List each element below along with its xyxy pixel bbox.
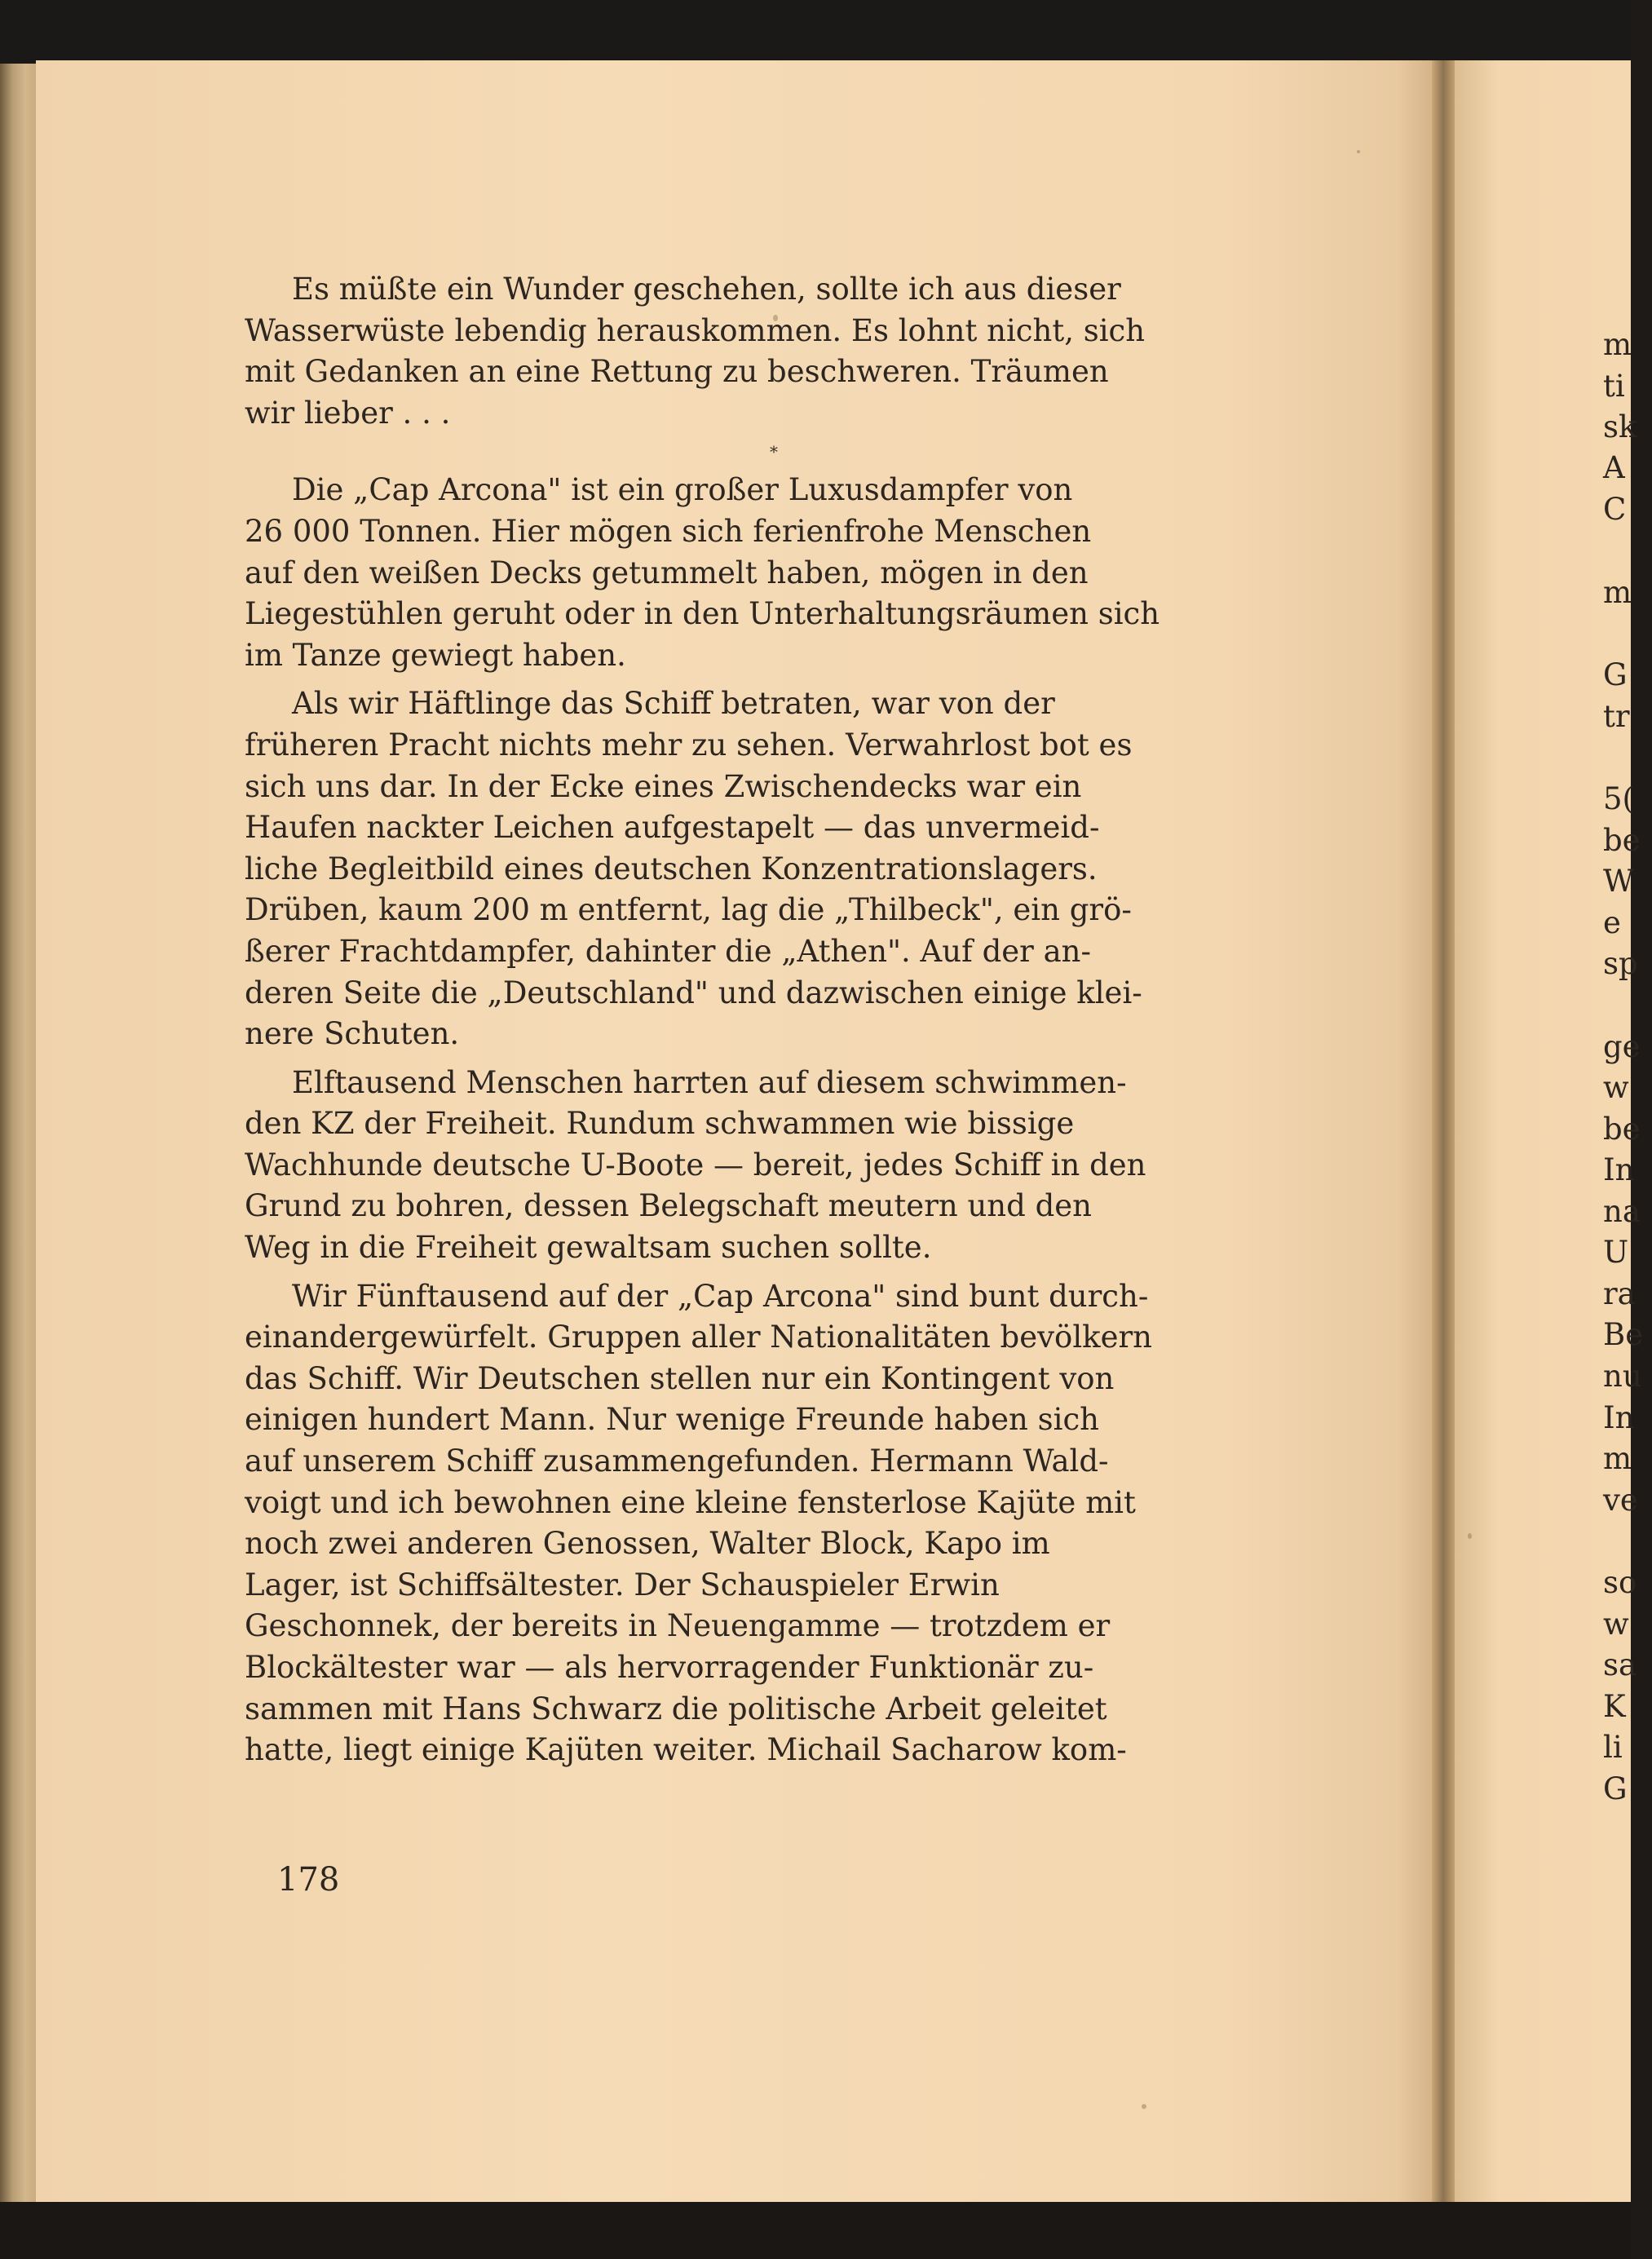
text-line: auf unserem Schiff zusammengefunden. Hermann Wald- (245, 1443, 1109, 1479)
right-fragment: tr (1603, 699, 1630, 734)
text-line: Wachhunde deutsche U-Boote — bereit, jedes Schiff in den (245, 1147, 1146, 1183)
right-fragment: be (1603, 1112, 1641, 1147)
text-line: hatte, liegt einige Kajüten weiter. Michail Sacharow kom- (245, 1732, 1127, 1768)
text-line: Die „Cap Arcona" ist ein großer Luxusdampfer von (292, 472, 1073, 508)
right-fragment: na (1603, 1194, 1641, 1229)
text-line: liche Begleitbild eines deutschen Konzentrationslagers. (245, 851, 1098, 886)
paragraph (245, 683, 1256, 1054)
page-number: 178 (277, 1861, 340, 1899)
text-line: Wasserwüste lebendig herauskommen. Es lohnt nicht, sich (245, 312, 1146, 348)
right-fragment: m (1603, 575, 1632, 610)
text-line: das Schiff. Wir Deutschen stellen nur ein Kontingent von (245, 1360, 1115, 1396)
right-fragment: be (1603, 823, 1641, 858)
right-fragment: nu (1603, 1359, 1642, 1394)
text-line: im Tanze gewiegt haben. (245, 637, 626, 673)
paragraph (245, 470, 1256, 676)
paper-speck (1468, 1533, 1472, 1539)
paragraph (245, 269, 1256, 434)
right-fragment: In (1603, 1400, 1635, 1435)
body-text (245, 269, 1256, 1771)
text-line: Es müßte ein Wunder geschehen, sollte ich aus dieser (292, 272, 1121, 307)
paragraph (245, 1276, 1256, 1771)
right-fragment: W (1603, 864, 1635, 899)
section-separator: * (770, 442, 780, 462)
text-line: Haufen nackter Leichen aufgestapelt — das unvermeid- (245, 810, 1100, 846)
text-line: früheren Pracht nichts mehr zu sehen. Verwahrlost bot es (245, 727, 1133, 763)
scan-bottom-border (0, 2202, 1631, 2259)
text-line: einigen hundert Mann. Nur wenige Freunde haben sich (245, 1402, 1099, 1438)
book-page-edges (0, 64, 36, 2202)
text-line: Liegestühlen geruht oder in den Unterhaltungsräumen sich (245, 596, 1160, 632)
text-line: Drüben, kaum 200 m entfernt, lag die „Thilbeck", ein grö- (245, 892, 1132, 928)
text-line: sammen mit Hans Schwarz die politische Arbeit geleitet (245, 1691, 1107, 1726)
right-fragment: In (1603, 1152, 1635, 1187)
paragraph (245, 1063, 1256, 1269)
text-line: auf den weißen Decks getummelt haben, mögen in den (245, 555, 1089, 590)
right-fragment: G (1603, 1771, 1628, 1806)
text-line: wir lieber . . . (245, 395, 451, 431)
text-line: Weg in die Freiheit gewaltsam suchen sollte. (245, 1230, 932, 1266)
right-fragment: li (1603, 1730, 1623, 1765)
text-line: voigt und ich bewohnen eine kleine fensterlose Kajüte mit (245, 1484, 1136, 1520)
scan-top-border (0, 0, 1631, 64)
book-gutter (1432, 60, 1455, 2205)
text-line: Grund zu bohren, dessen Belegschaft meutern und den (245, 1188, 1092, 1224)
paper-speck (1142, 2104, 1146, 2109)
text-line: 26 000 Tonnen. Hier mögen sich ferienfrohe Menschen (245, 513, 1092, 549)
right-fragment: ge (1603, 1029, 1641, 1064)
right-fragment: K (1603, 1689, 1626, 1724)
right-fragment: sa (1603, 1647, 1637, 1682)
text-line: Geschonnek, der bereits in Neuengamme — trotzdem er (245, 1608, 1111, 1644)
text-line: nere Schuten. (245, 1016, 460, 1052)
right-fragment: ra (1603, 1276, 1636, 1311)
text-line: mit Gedanken an eine Rettung zu beschweren. Träumen (245, 354, 1109, 390)
right-fragment: G (1603, 657, 1628, 692)
text-line: Wir Fünftausend auf der „Cap Arcona" sind bunt durch- (292, 1278, 1149, 1314)
right-fragment: sp (1603, 946, 1638, 981)
right-fragment: so (1603, 1565, 1637, 1600)
paper-speck (773, 315, 778, 321)
text-line: Lager, ist Schiffsältester. Der Schauspieler Erwin (245, 1567, 1000, 1603)
right-fragment: m (1603, 327, 1632, 362)
right-fragment: C (1603, 492, 1627, 527)
text-line: ßerer Frachtdampfer, dahinter die „Athen". Auf der an- (245, 933, 1091, 969)
text-line: einandergewürfelt. Gruppen aller Nationalitäten bevölkern (245, 1320, 1152, 1355)
text-line: Als wir Häftlinge das Schiff betraten, war von der (292, 686, 1055, 722)
right-fragment: A (1603, 450, 1625, 485)
text-line: Elftausend Menschen harrten auf diesem schwimmen- (292, 1064, 1127, 1100)
right-fragment: ti (1603, 369, 1625, 404)
right-fragment: Be (1603, 1317, 1644, 1352)
right-fragment: U (1603, 1235, 1629, 1270)
text-line: noch zwei anderen Genossen, Walter Block, Kapo im (245, 1526, 1050, 1562)
right-fragment: sk (1603, 409, 1637, 444)
right-page (1455, 60, 1644, 2205)
paper-speck (1357, 150, 1360, 153)
right-fragment: w (1603, 1607, 1629, 1642)
text-line: Blockältester war — als hervorragender Funktionär zu- (245, 1650, 1094, 1685)
right-fragment: m (1603, 1441, 1632, 1476)
right-fragment: ve (1603, 1483, 1638, 1518)
right-fragment: w (1603, 1070, 1629, 1105)
text-line: deren Seite die „Deutschland" und dazwischen einige klei- (245, 975, 1142, 1010)
right-fragment: e (1603, 905, 1621, 940)
text-line: den KZ der Freiheit. Rundum schwammen wie bissige (245, 1106, 1075, 1142)
right-fragment: 5( (1603, 781, 1634, 816)
text-line: sich uns dar. In der Ecke eines Zwischendecks war ein (245, 768, 1082, 804)
